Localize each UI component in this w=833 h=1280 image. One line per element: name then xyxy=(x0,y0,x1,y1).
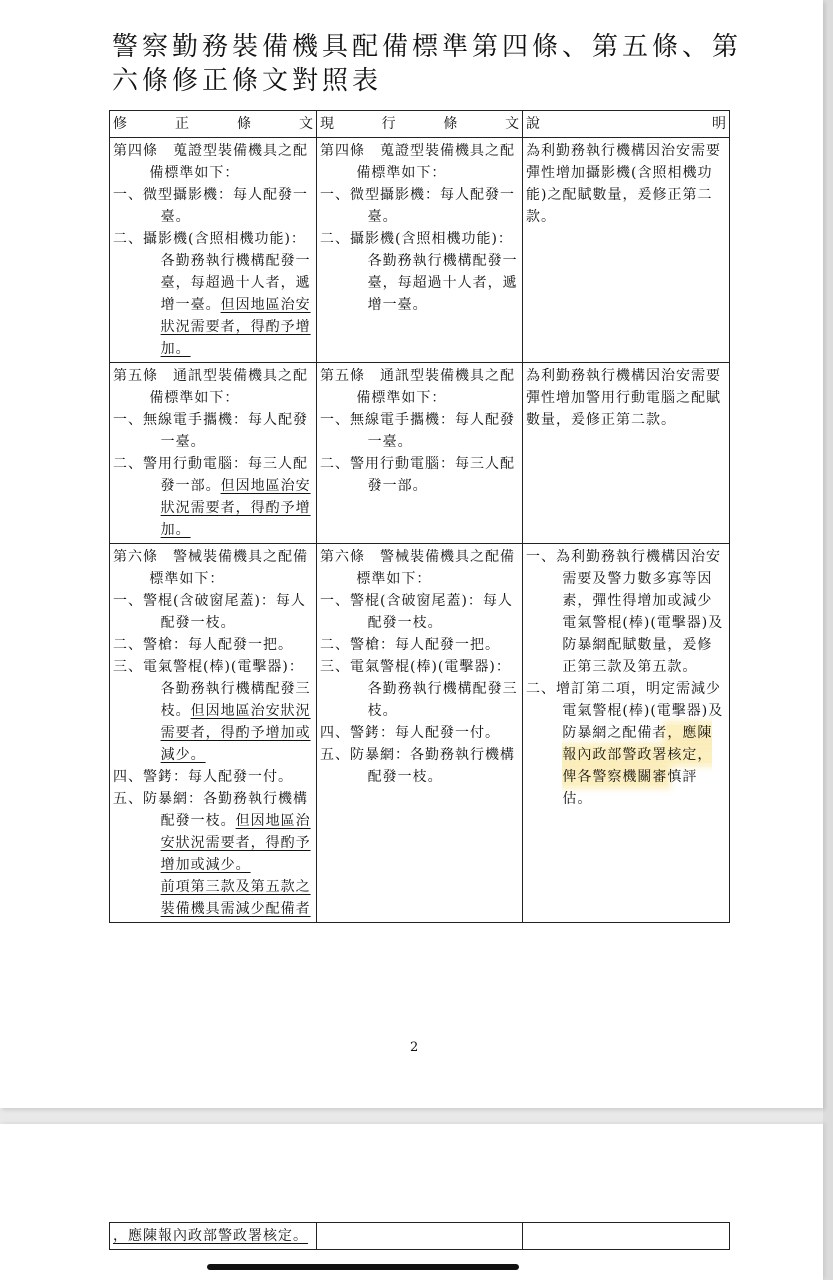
explanation-cell xyxy=(523,1223,730,1250)
list-item: 二、攝影機(含照相機功能)：各勤務執行機構配發一臺，每超過十人者，遞增一臺。 xyxy=(320,231,518,313)
current-cell xyxy=(317,544,523,923)
comparison-table xyxy=(109,110,730,923)
amended-cell xyxy=(110,544,317,923)
list-item: 一、警棍(含破窗尾蓋)：每人配發一枝。 xyxy=(113,593,306,631)
list-item: 一、無線電手攜機：每人配發一臺。 xyxy=(320,412,515,450)
amended-cell xyxy=(110,363,317,544)
current-cell xyxy=(317,138,523,363)
list-item: 一、微型攝影機：每人配發一臺。 xyxy=(320,187,515,225)
note-item: 二、增訂第二項，明定需減少電氣警棍(棒)(電擊器)及防暴網之配備者，應陳報內政部警政署核定，俾各警察機關審慎評估。 xyxy=(526,681,724,807)
header-explanation: 說明 xyxy=(523,111,730,138)
document-title: 警察勤務裝備機具配備標準第四條、第五條、第六條修正條文對照表 xyxy=(112,32,743,96)
page-number: 2 xyxy=(410,1040,419,1055)
screen-edge xyxy=(823,0,833,1280)
table-row xyxy=(110,544,730,923)
list-item: 一、微型攝影機：每人配發一臺。 xyxy=(113,187,308,225)
added-text: 但因地區治安狀況需要者，得酌予增加。 xyxy=(160,297,311,357)
list-item: 一、無線電手攜機：每人配發一臺。 xyxy=(113,412,308,450)
article-heading: 第六條 警械裝備機具之配備標準如下： xyxy=(320,549,515,587)
continuation-table xyxy=(109,1222,730,1250)
document-page-3 xyxy=(0,1124,823,1280)
continuation-text: ，應陳報內政部警政署核定。 xyxy=(113,1228,308,1244)
highlighted-text: ，應陳報內政部警政署核定，俾各警察機關審 xyxy=(562,725,713,785)
current-cell xyxy=(317,363,523,544)
table-row xyxy=(110,1223,730,1250)
current-cell xyxy=(317,1223,523,1250)
added-paragraph: 前項第三款及第五款之裝備機具需減少配備者 xyxy=(160,879,311,917)
header-amended: 修正條文 xyxy=(110,111,317,138)
table-header-row xyxy=(110,111,730,138)
article-heading: 第五條 通訊型裝備機具之配備標準如下： xyxy=(320,368,515,406)
list-item: 五、防暴網：各勤務執行機構配發一枝。 xyxy=(320,747,515,785)
header-current: 現行條文 xyxy=(317,111,523,138)
table-row xyxy=(110,138,730,363)
table-row xyxy=(110,363,730,544)
article-heading: 第六條 警械裝備機具之配備標準如下： xyxy=(113,549,308,587)
list-item: 二、警槍：每人配發一把。 xyxy=(320,637,500,653)
article-heading: 第四條 蒐證型裝備機具之配備標準如下： xyxy=(320,143,515,181)
explanation-cell: 為利勤務執行機構因治安需要彈性增加警用行動電腦之配賦數量，爰修正第二款。 xyxy=(523,363,730,544)
list-item: 四、警銬：每人配發一付。 xyxy=(320,725,500,741)
list-item: 四、警銬：每人配發一付。 xyxy=(113,769,293,785)
list-item: 二、警用行動電腦：每三人配發一部。 xyxy=(320,456,515,494)
explanation-cell xyxy=(523,544,730,923)
list-item: 二、警用行動電腦：每三人配發一部。但因地區治安狀況需要者，得酌予增加。 xyxy=(113,456,311,538)
list-item: 二、警槍：每人配發一把。 xyxy=(113,637,293,653)
added-text: 但因地區治安狀況需要者，得酌予增加或減少。 xyxy=(160,703,311,763)
amended-cell xyxy=(110,1223,317,1250)
article-heading: 第五條 通訊型裝備機具之配備標準如下： xyxy=(113,368,308,406)
added-text: 但因地區治安狀況需要者，得酌予增加。 xyxy=(160,478,311,538)
article-heading: 第四條 蒐證型裝備機具之配備標準如下： xyxy=(113,143,308,181)
added-text: 但因地區治安狀況需要者，得酌予增加或減少。 xyxy=(160,813,311,873)
list-item: 一、警棍(含破窗尾蓋)：每人配發一枝。 xyxy=(320,593,513,631)
list-item: 三、電氣警棍(棒)(電擊器)：各勤務執行機構配發三枝。 xyxy=(320,659,518,719)
list-item: 五、防暴網：各勤務執行機構配發一枝。但因地區治安狀況需要者，得酌予增加或減少。 xyxy=(113,791,311,873)
note-item: 一、為利勤務執行機構因治安需要及警力數多寡等因素，彈性得增加或減少電氣警棍(棒)(電擊器)及防暴網配賦數量，爰修正第三款及第五款。 xyxy=(526,549,724,675)
list-item: 二、攝影機(含照相機功能)：各勤務執行機構配發一臺，每超過十人者，遞增一臺。但因地區治安狀況需要者，得酌予增加。 xyxy=(113,231,311,357)
explanation-cell: 為利勤務執行機構因治安需要彈性增加攝影機(含照相機功能)之配賦數量，爰修正第二款。 xyxy=(523,138,730,363)
home-indicator[interactable] xyxy=(207,1264,519,1270)
amended-cell xyxy=(110,138,317,363)
list-item: 三、電氣警棍(棒)(電擊器)：各勤務執行機構配發三枝。但因地區治安狀況需要者，得酌予增加或減少。 xyxy=(113,659,311,763)
